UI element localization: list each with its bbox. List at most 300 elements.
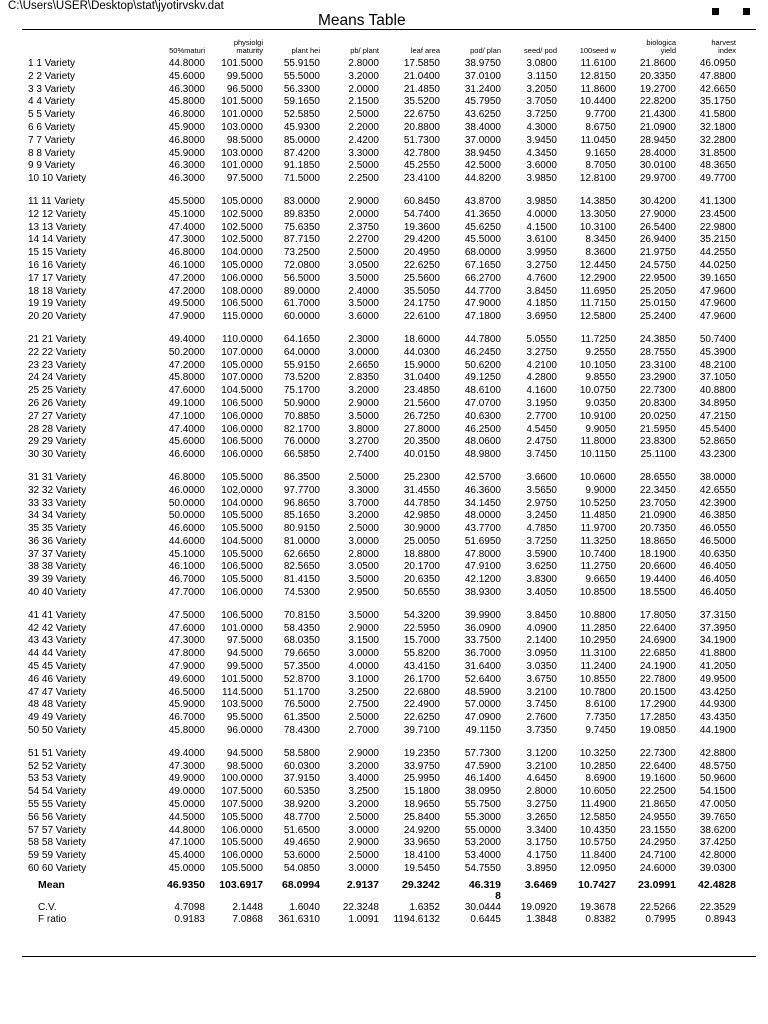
table-cell: 3.7050 [526,96,557,108]
table-cell: 95.5000 [226,712,263,724]
table-cell: 35.5200 [403,96,440,108]
table-cell: 42.9850 [403,510,440,522]
table-cell: 10.4350 [579,824,616,836]
table-cell: 3.8300 [526,574,557,586]
table-cell: 106.0000 [221,410,263,422]
table-cell: 61.3500 [283,712,320,724]
table-cell: 42.3900 [699,497,736,509]
table-cell: 50.6550 [403,587,440,599]
top-rule [22,29,756,30]
table-cell: 57.3500 [283,661,320,673]
table-cell: 2.7600 [526,712,557,724]
row-label: Mean [38,878,65,891]
table-cell: 0.8382 [585,913,616,925]
column-header [501,47,557,56]
table-cell: 97.5000 [226,635,263,647]
table-cell: 35.5050 [403,285,440,297]
table-cell: 46.0550 [699,523,736,535]
table-cell: 103.0000 [221,121,263,133]
table-cell: 104.5000 [221,385,263,397]
table-cell: 57.7300 [464,747,501,759]
table-cell: 105.5000 [221,471,263,483]
row-label: 53 53 Variety [28,773,87,785]
table-row [22,372,756,385]
row-label: 39 39 Variety [28,574,87,586]
table-cell: 2.8000 [526,786,557,798]
table-cell: 38.4000 [464,121,501,133]
table-row [22,661,756,674]
table-cell: 46.3850 [699,510,736,522]
table-cell: 20.1700 [403,561,440,573]
table-row [22,196,756,209]
table-cell: 11.6100 [580,58,616,69]
row-label: 52 52 Variety [28,760,87,772]
table-row [22,786,756,799]
table-cell: 9.8550 [585,372,616,384]
table-cell: 4.7600 [526,272,557,284]
table-cell: 46.4050 [699,561,736,573]
page-title: Means Table [318,12,406,29]
table-cell: 50.0000 [168,510,205,522]
table-body [22,58,756,926]
means-table [22,34,756,926]
table-cell: 48.5900 [464,686,501,698]
table-cell: 39.7100 [403,725,440,737]
table-cell: 105.5000 [221,837,263,849]
table-cell: 78.4300 [283,725,320,737]
table-cell: 47.2000 [168,272,205,284]
table-cell: 2.5000 [348,247,379,259]
table-cell: 3.7250 [526,535,557,547]
table-cell: 44.7800 [464,333,501,345]
table-cell: 31.6400 [464,661,501,673]
table-cell: 10.8500 [579,587,616,599]
table-cell: 11.0450 [580,134,616,146]
table-cell: 11.9700 [580,523,616,535]
table-cell: 41.5800 [699,109,736,121]
table-cell: 24.6000 [639,863,676,875]
table-cell: 100.0000 [221,773,263,785]
table-cell: 2.8000 [348,58,379,69]
table-cell: 64.1650 [283,333,320,345]
table-cell: 11.2750 [580,561,616,573]
table-cell: 45.8000 [168,372,205,384]
table-row [22,122,756,135]
table-cell: 2.6650 [348,359,379,371]
table-cell: 2.5000 [348,523,379,535]
table-cell: 18.8800 [403,548,440,560]
table-row [22,799,756,812]
table-cell: 70.8850 [283,410,320,422]
table-cell: 54.7550 [464,863,501,875]
table-cell: 38.9200 [283,799,320,811]
table-cell: 91.1850 [283,160,320,172]
table-row [22,273,756,286]
row-label: F ratio [38,913,67,925]
table-cell: 54.0850 [283,863,320,875]
table-cell: 4.5450 [526,423,557,435]
table-cell: 19.2700 [639,83,676,95]
table-cell: 47.9000 [168,311,205,323]
table-cell: 46.7000 [168,712,205,724]
table-cell: 44.0300 [403,346,440,358]
table-cell: 3.2750 [526,259,557,271]
table-cell: 46.8000 [168,134,205,146]
table-cell: 49.7700 [699,173,736,185]
table-cell: 33.7500 [464,635,501,647]
table-cell: 115.0000 [222,311,263,323]
table-cell: 11.3100 [580,648,616,660]
table-cell: 48.6100 [464,385,501,397]
table-cell: 2.9000 [348,622,379,634]
table-cell: 103.5000 [221,699,263,711]
table-cell: 10.3250 [579,747,616,759]
table-cell: 3.2650 [526,811,557,823]
table-cell: 45.9300 [283,121,320,133]
table-row [22,148,756,161]
table-cell: 44.8200 [464,173,501,185]
table-cell: 52.8650 [699,436,736,448]
table-cell: 42.8800 [699,747,736,759]
table-cell: 3.2100 [526,686,557,698]
row-label: 18 18 Variety [28,285,87,297]
table-cell: 2.4200 [348,134,379,146]
table-cell: 55.9150 [283,359,320,371]
table-cell: 47.4000 [168,221,205,233]
table-cell: 30.4200 [639,195,676,207]
table-cell: 2.0000 [348,83,379,95]
table-cell: 14.3850 [579,195,616,207]
table-row [22,610,756,623]
row-label: 5 5 Variety [28,109,76,121]
table-cell: 55.0000 [464,824,501,836]
black-square-icon [743,8,750,15]
table-cell: 12.4450 [579,259,616,271]
table-cell: 46.4050 [699,587,736,599]
table-cell: 18.5500 [639,587,676,599]
table-cell: 0.9183 [174,913,205,925]
table-cell: 97.7700 [283,484,320,496]
table-cell: 21.0900 [639,510,676,522]
column-header-line2: maturity [236,46,263,56]
table-cell: 105.5000 [221,863,263,875]
table-cell: 10.1150 [580,449,616,461]
table-cell: 9.9000 [585,484,616,496]
table-cell: 10.7800 [579,686,616,698]
table-cell: 35.2150 [699,234,736,246]
mean-row [22,880,756,902]
table-cell: 2.2000 [348,121,379,133]
table-cell: 2.2500 [348,173,379,185]
table-cell: 46.6000 [168,449,205,461]
row-label: 6 6 Variety [28,121,76,133]
table-row [22,773,756,786]
table-cell: 3.7000 [348,497,379,509]
table-cell: 41.2050 [699,661,736,673]
table-cell: 4.0900 [526,622,557,634]
row-label: C.V. [38,901,57,913]
table-cell: 3.6950 [526,311,557,323]
table-cell: 105.5000 [221,574,263,586]
table-cell: 53.6000 [283,850,320,862]
table-cell: 24.1900 [639,661,676,673]
table-cell: 2.1400 [526,635,557,647]
table-cell: 19.4400 [639,574,676,586]
table-cell: 49.1000 [168,397,205,409]
table-cell: 22.5950 [403,622,440,634]
table-cell: 10.2850 [579,760,616,772]
table-cell: 102.5000 [221,221,263,233]
table-cell: 105.5000 [221,510,263,522]
table-cell: 106.0000 [221,850,263,862]
table-cell: 4.0000 [526,208,557,220]
table-cell: 45.9000 [168,699,205,711]
table-cell: 47.1000 [168,837,205,849]
table-cell: 47.8800 [699,70,736,82]
row-label: 42 42 Variety [28,622,87,634]
table-row [22,424,756,437]
table-cell: 31.2400 [464,83,501,95]
table-cell: 10.1050 [579,359,616,371]
table-cell: 3.8950 [526,863,557,875]
table-cell: 0.6445 [470,913,501,925]
table-cell: 10.2950 [579,635,616,647]
table-cell: 20.6600 [639,561,676,573]
table-cell: 15.9000 [403,359,440,371]
table-cell: 26.7250 [403,410,440,422]
table-cell: 41.1300 [699,195,736,207]
table-cell: 101.0000 [221,109,263,121]
table-cell: 29.3242 [402,878,440,891]
table-row [22,863,756,876]
row-label: 37 37 Variety [28,548,87,560]
table-cell: 9.1650 [585,147,616,159]
table-cell: 45.6250 [464,221,501,233]
table-cell: 45.0000 [168,863,205,875]
row-label: 14 14 Variety [28,234,87,246]
table-cell: 23.3100 [639,359,676,371]
table-cell: 1.3848 [526,913,557,925]
table-cell: 28.9450 [639,134,676,146]
table-cell: 3.3400 [526,824,557,836]
table-cell: 10.0750 [579,385,616,397]
table-cell: 3.8450 [526,609,557,621]
table-cell: 104.5000 [221,535,263,547]
table-cell: 60.8450 [403,195,440,207]
table-cell: 4.0000 [348,661,379,673]
table-cell: 45.1000 [168,548,205,560]
table-cell: 19.3600 [403,221,440,233]
table-cell: 46.5000 [168,686,205,698]
group-spacer [22,738,756,748]
table-cell: 24.6900 [639,635,676,647]
row-label: 51 51 Variety [28,747,87,759]
table-cell: 3.5000 [348,609,379,621]
table-cell: 42.6650 [699,83,736,95]
table-cell: 22.2500 [639,786,676,798]
table-cell: 80.9150 [283,523,320,535]
table-cell: 38.9750 [464,58,501,69]
table-cell: 4.7098 [174,901,205,913]
row-label: 49 49 Variety [28,712,87,724]
table-cell: 31.0400 [403,372,440,384]
table-cell: 51.6500 [283,824,320,836]
table-cell: 47.9600 [699,311,736,323]
table-cell: 9.6650 [585,574,616,586]
row-label: 29 29 Variety [28,436,87,448]
table-cell: 3.0500 [348,561,379,573]
table-cell: 3.2050 [526,83,557,95]
table-cell: 21.0400 [403,70,440,82]
table-cell: 45.8000 [168,725,205,737]
row-label: 16 16 Variety [28,259,87,271]
table-cell: 47.0700 [464,397,501,409]
table-cell: 47.9000 [464,298,501,310]
table-row [22,135,756,148]
table-cell: 3.2000 [348,70,379,82]
table-cell: 47.3000 [168,760,205,772]
table-cell: 47.2000 [168,359,205,371]
table-cell: 22.9800 [699,221,736,233]
table-cell: 12.8150 [579,70,616,82]
table-cell: 3.6469 [524,878,557,891]
table-cell: 33.9750 [403,760,440,772]
table-cell: 64.0000 [283,346,320,358]
table-cell: 0.7995 [645,913,676,925]
table-cell: 37.0100 [464,70,501,82]
table-cell: 47.2150 [699,410,736,422]
table-cell: 3.6000 [348,311,379,323]
table-cell: 2.4000 [348,285,379,297]
table-row [22,260,756,273]
table-cell: 47.5900 [464,760,501,772]
table-cell: 58.4350 [283,622,320,634]
table-cell: 107.5000 [221,799,263,811]
table-cell: 99.5000 [226,661,263,673]
table-cell: 48.0600 [464,436,501,448]
row-label: 9 9 Variety [28,160,76,172]
table-cell: 46.3000 [168,173,205,185]
table-cell: 46.3000 [168,160,205,172]
table-cell: 47.4000 [168,423,205,435]
table-cell: 38.0000 [699,471,736,483]
table-cell: 42.8000 [699,850,736,862]
table-cell: 37.9150 [283,773,320,785]
table-cell: 51.6950 [464,535,501,547]
table-row [22,286,756,299]
row-label: 26 26 Variety [28,397,87,409]
column-header-line1: harvest [711,37,736,47]
table-cell: 33.9650 [403,837,440,849]
table-cell: 68.0350 [283,635,320,647]
table-cell: 9.7450 [585,725,616,737]
table-cell: 20.8800 [403,121,440,133]
table-cell: 87.7150 [283,234,320,246]
table-cell: 46.7000 [168,574,205,586]
table-cell: 48.0000 [464,510,501,522]
table-cell: 22.3248 [342,901,379,913]
table-cell: 62.6650 [283,548,320,560]
table-cell: 19.2350 [403,747,440,759]
table-cell: 34.8950 [699,397,736,409]
table-cell: 43.6250 [464,109,501,121]
table-cell: 3.7450 [526,449,557,461]
table-cell: 106.0000 [221,824,263,836]
table-cell: 1.6352 [409,901,440,913]
table-cell: 17.8050 [639,609,676,621]
table-cell: 83.0000 [283,195,320,207]
table-cell: 32.1800 [699,121,736,133]
table-cell: 46.0000 [168,484,205,496]
table-cell: 46.3600 [464,484,501,496]
table-cell: 3.2700 [348,436,379,448]
table-cell: 42.1200 [464,574,501,586]
table-cell: 37.1050 [699,372,736,384]
row-label: 19 19 Variety [28,298,87,310]
table-cell: 47.3000 [168,234,205,246]
table-cell: 3.2100 [526,760,557,772]
table-cell: 17.2850 [639,712,676,724]
table-cell: 10.3100 [579,221,616,233]
table-cell: 46.1400 [464,773,501,785]
table-cell: 42.7800 [403,147,440,159]
row-label: 22 22 Variety [28,346,87,358]
row-label: 55 55 Variety [28,799,87,811]
table-cell: 47.0900 [464,712,501,724]
table-cell: 45.0000 [168,799,205,811]
table-cell: 76.5000 [283,699,320,711]
table-cell: 45.2550 [403,160,440,172]
table-cell: 106.0000 [221,449,263,461]
table-cell: 12.8100 [579,173,616,185]
table-row [22,561,756,574]
table-row [22,485,756,498]
table-cell: 2.9137 [346,878,379,891]
table-cell: 41.8800 [699,648,736,660]
table-cell: 3.0350 [526,661,557,673]
table-cell: 3.0000 [348,346,379,358]
table-cell: 45.4000 [168,850,205,862]
table-cell: 50.2000 [168,346,205,358]
table-cell: 4.1500 [526,221,557,233]
table-cell: 79.6650 [283,648,320,660]
table-cell: 105.5000 [221,811,263,823]
table-cell: 107.5000 [221,786,263,798]
table-cell: 21.5600 [403,397,440,409]
table-cell: 22.6250 [403,712,440,724]
table-cell: 52.5850 [283,109,320,121]
table-cell: 74.5300 [283,587,320,599]
table-cell: 39.0300 [699,863,736,875]
table-cell: 2.7700 [526,410,557,422]
table-cell: 3.1150 [527,70,557,82]
table-cell: 105.0000 [221,359,263,371]
table-cell: 23.4100 [403,173,440,185]
table-cell: 2.5000 [348,850,379,862]
table-cell: 76.0000 [283,436,320,448]
column-header-line2: pb/ plant [350,46,379,56]
table-cell: 43.8700 [464,195,501,207]
table-cell: 98.5000 [226,760,263,772]
table-cell: 55.9150 [283,58,320,69]
row-label: 38 38 Variety [28,561,87,573]
table-cell: 106.5000 [221,609,263,621]
table-cell: 105.0000 [221,259,263,271]
table-cell: 25.5600 [403,272,440,284]
table-cell: 34.1900 [699,635,736,647]
table-row [22,674,756,687]
table-cell: 23.0991 [638,878,676,891]
